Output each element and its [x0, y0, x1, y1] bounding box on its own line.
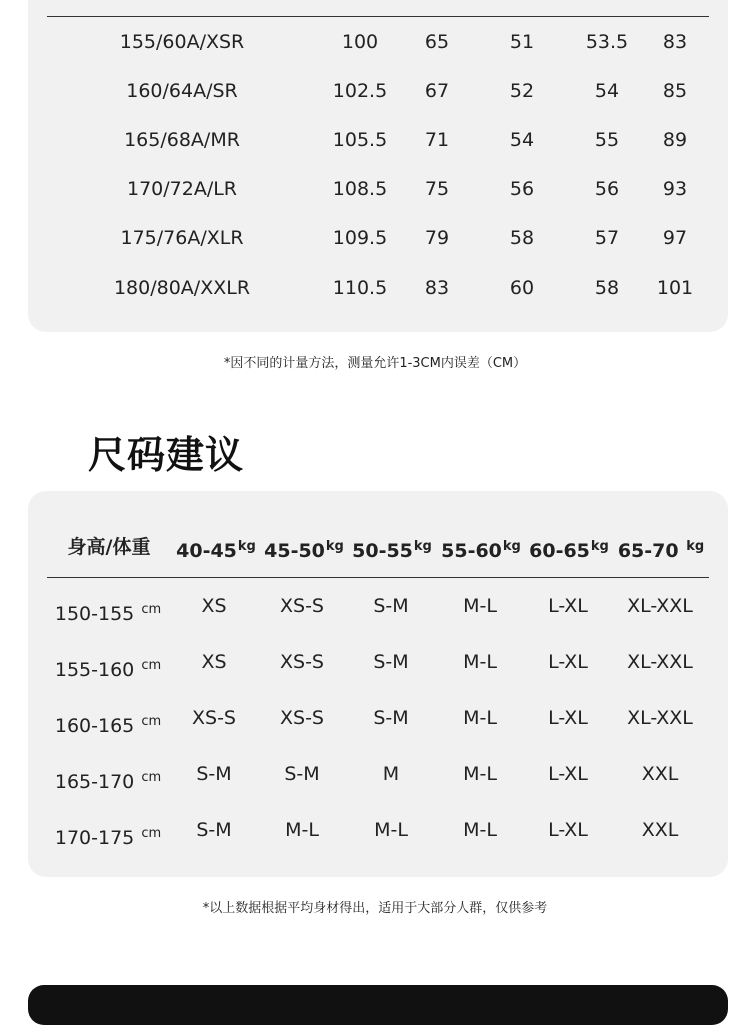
measurement-cell: 83 [662, 31, 688, 53]
recommended-size-cell: XS [201, 595, 227, 617]
height-range-text: 165-170 [54, 771, 141, 793]
recommended-size-cell: M-L [463, 763, 497, 785]
table-row [0, 591, 750, 625]
height-range-text: 150-155 [54, 603, 141, 625]
size-code-cell: 160/64A/SR [126, 80, 238, 102]
measurement-cell: 60 [509, 277, 535, 299]
measurement-cell: 100 [341, 31, 379, 53]
height-unit: cm [141, 770, 162, 785]
measurement-cell: 79 [424, 227, 450, 249]
table-row [0, 703, 750, 737]
measurement-cell: 110.5 [332, 277, 388, 299]
recommended-size-cell: L-XL [548, 595, 588, 617]
measurement-cell: 67 [424, 80, 450, 102]
measurement-cell: 53.5 [585, 31, 629, 53]
header-weight-range [176, 532, 256, 562]
measurement-cell: 56 [594, 178, 620, 200]
weight-range-text: 50-55 [352, 540, 413, 562]
weight-range-text: 45-50 [264, 540, 325, 562]
measurement-cell: 85 [662, 80, 688, 102]
recommended-size-cell: M [382, 763, 400, 785]
weight-unit: kg [413, 539, 432, 554]
recommended-size-cell: XL-XXL [627, 595, 693, 617]
height-range-text: 170-175 [54, 827, 141, 849]
recommended-size-cell: S-M [373, 651, 409, 673]
measurement-cell: 89 [662, 129, 688, 151]
height-range-cell [55, 763, 161, 793]
weight-range-text: 40-45 [176, 540, 237, 562]
weight-range-text: 65-70 [617, 540, 686, 562]
measurement-cell: 65 [424, 31, 450, 53]
recommended-size-cell: XS-S [280, 651, 324, 673]
recommended-size-cell: M-L [463, 707, 497, 729]
table-row [0, 759, 750, 793]
recommendation-divider [47, 577, 709, 578]
recommended-size-cell: L-XL [548, 651, 588, 673]
recommended-size-cell: S-M [196, 819, 232, 841]
height-unit: cm [141, 826, 162, 841]
recommended-size-cell: XXL [641, 819, 679, 841]
measurement-cell: 51 [509, 31, 535, 53]
measurement-cell: 108.5 [332, 178, 388, 200]
height-range-text: 160-165 [54, 715, 141, 737]
table-row [0, 815, 750, 849]
recommended-size-cell: M-L [374, 819, 408, 841]
section-title: 尺码建议 [88, 433, 245, 477]
measurement-cell: 55 [594, 129, 620, 151]
measurement-cell: 54 [594, 80, 620, 102]
recommended-size-cell: XS-S [280, 707, 324, 729]
table-row [0, 27, 750, 57]
measurement-cell: 57 [594, 227, 620, 249]
recommended-size-cell: XS [201, 651, 227, 673]
header-weight-range [618, 532, 704, 562]
weight-unit: kg [590, 539, 609, 554]
weight-unit: kg [325, 539, 344, 554]
table-row [0, 647, 750, 681]
height-unit: cm [141, 714, 162, 729]
table-row [0, 223, 750, 253]
recommended-size-cell: S-M [373, 595, 409, 617]
recommended-size-cell: M-L [463, 595, 497, 617]
size-code-cell: 180/80A/XXLR [113, 277, 251, 299]
size-code-cell: 170/72A/LR [126, 178, 238, 200]
header-height-weight-label: 身高/体重 [67, 536, 151, 558]
height-range-cell [55, 819, 161, 849]
measurement-cell: 54 [509, 129, 535, 151]
recommended-size-cell: S-M [196, 763, 232, 785]
size-chart-note: *因不同的计量方法，测量允许1-3CM内误差（CM） [223, 356, 527, 371]
table-row [0, 76, 750, 106]
measurement-cell: 71 [424, 129, 450, 151]
table-row [0, 174, 750, 204]
next-section-panel [28, 985, 728, 1025]
height-range-cell [55, 707, 161, 737]
height-unit: cm [141, 658, 162, 673]
measurement-cell: 52 [509, 80, 535, 102]
recommended-size-cell: S-M [373, 707, 409, 729]
recommended-size-cell: XL-XXL [627, 651, 693, 673]
recommended-size-cell: XS-S [280, 595, 324, 617]
measurement-cell: 102.5 [332, 80, 388, 102]
size-chart-divider [47, 16, 709, 17]
recommended-size-cell: M-L [463, 819, 497, 841]
measurement-cell: 58 [509, 227, 535, 249]
recommended-size-cell: M-L [463, 651, 497, 673]
height-range-text: 155-160 [54, 659, 141, 681]
height-range-cell [55, 651, 161, 681]
size-code-cell: 165/68A/MR [124, 129, 240, 151]
measurement-cell: 56 [509, 178, 535, 200]
measurement-cell: 93 [662, 178, 688, 200]
measurement-cell: 97 [662, 227, 688, 249]
measurement-cell: 105.5 [332, 129, 388, 151]
header-weight-range [352, 532, 432, 562]
recommended-size-cell: L-XL [548, 819, 588, 841]
recommended-size-cell: L-XL [548, 763, 588, 785]
recommended-size-cell: XXL [641, 763, 679, 785]
measurement-cell: 101 [656, 277, 694, 299]
recommended-size-cell: S-M [284, 763, 320, 785]
measurement-cell: 75 [424, 178, 450, 200]
weight-unit: kg [502, 539, 521, 554]
recommendation-note: *以上数据根据平均身材得出，适用于大部分人群，仅供参考 [202, 901, 548, 916]
size-code-cell: 155/60A/XSR [119, 31, 245, 53]
height-range-cell [55, 595, 161, 625]
recommended-size-cell: L-XL [548, 707, 588, 729]
weight-unit: kg [237, 539, 256, 554]
header-weight-range [529, 532, 609, 562]
recommended-size-cell: XL-XXL [627, 707, 693, 729]
weight-range-text: 55-60 [441, 540, 502, 562]
measurement-cell: 109.5 [332, 227, 388, 249]
measurement-cell: 83 [424, 277, 450, 299]
header-weight-range [264, 532, 344, 562]
size-code-cell: 175/76A/XLR [120, 227, 244, 249]
weight-range-text: 60-65 [529, 540, 590, 562]
measurement-cell: 58 [594, 277, 620, 299]
height-unit: cm [141, 602, 162, 617]
table-row [0, 273, 750, 303]
recommended-size-cell: XS-S [192, 707, 236, 729]
weight-unit: kg [686, 539, 705, 554]
header-weight-range [441, 532, 521, 562]
table-row [0, 125, 750, 155]
recommended-size-cell: M-L [285, 819, 319, 841]
